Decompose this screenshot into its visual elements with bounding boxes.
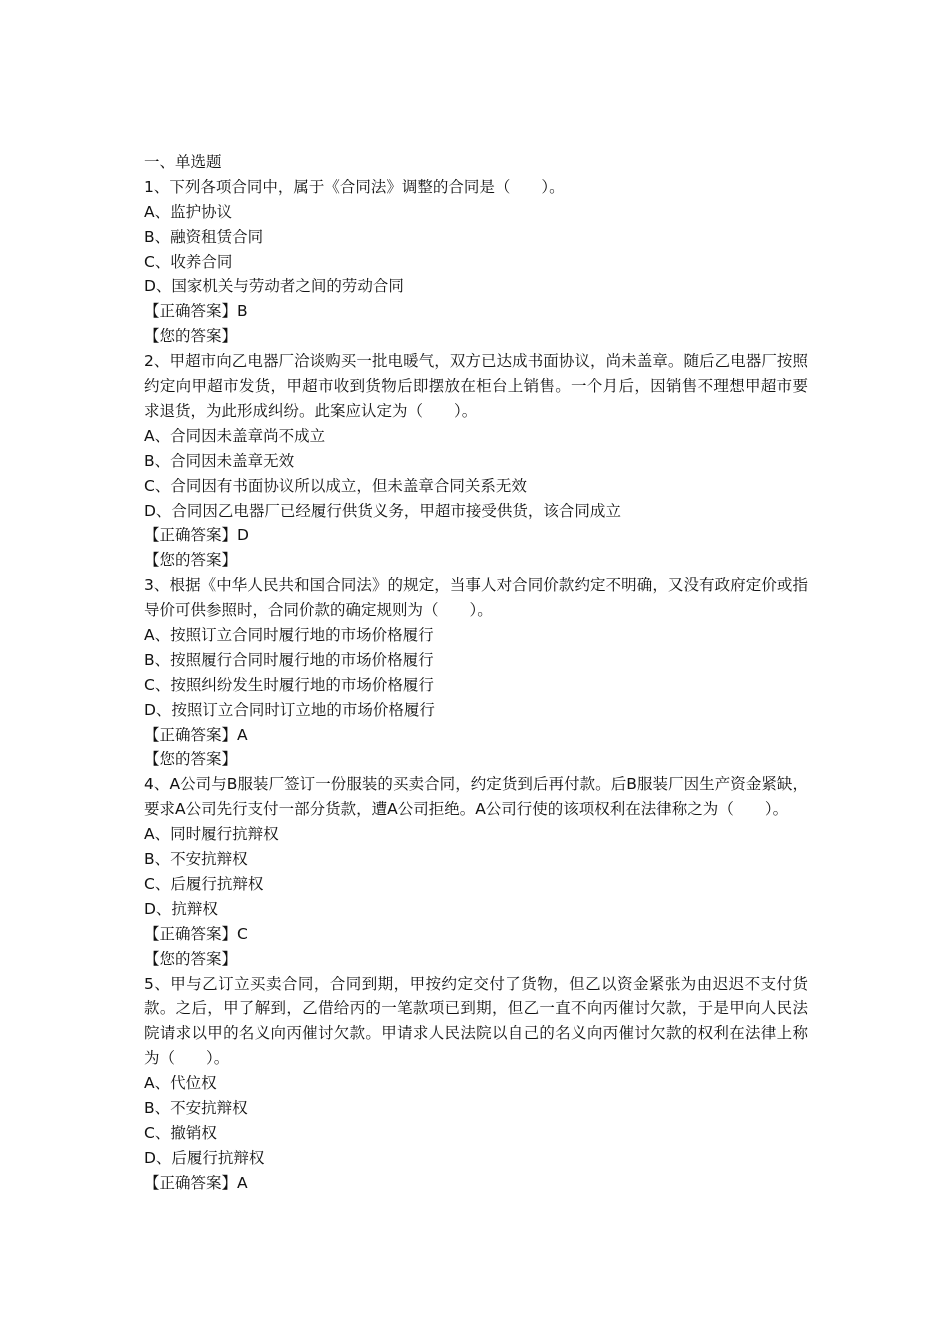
option-d: D、合同因乙电器厂已经履行供货义务，甲超市接受供货，该合同成立 [144,501,621,520]
question-4 [144,772,808,971]
option-a: A、监护协议 [144,202,233,221]
answer-block [144,922,808,972]
option-c: C、撤销权 [144,1123,217,1142]
option-c: C、按照纠纷发生时履行地的市场价格履行 [144,675,434,694]
section-title: 一、单选题 [144,153,222,171]
question-stem: 3、根据《中华人民共和国合同法》的规定，当事人对合同价款约定不明确，又没有政府定价或指导价可供参照时，合同价款的确定规则为（ ）。 [144,576,808,620]
question-stem: 5、甲与乙订立买卖合同，合同到期，甲按约定交付了货物，但乙以资金紧张为由迟迟不支付货款。之后，甲了解到，乙借给丙的一笔款项已到期，但乙一直不向丙催讨欠款，于是甲向人民法院请求以甲的名义向丙催讨欠款。甲请求人民法院以自己的名义向丙催讨欠款的权利在法律上称为（ ）。 [144,974,808,1068]
option-a: A、按照订立合同时履行地的市场价格履行 [144,626,434,645]
option-b: B、融资租赁合同 [144,227,264,246]
option-list [144,623,808,723]
question-2 [144,349,808,573]
correct-answer: 【正确答案】B [144,302,248,321]
option-a: A、同时履行抗辩权 [144,825,279,844]
answer-block [144,523,808,573]
option-b: B、合同因未盖章无效 [144,451,295,470]
correct-answer: 【正确答案】C [144,924,248,943]
your-answer: 【您的答案】 [144,327,238,346]
option-list [144,1071,808,1171]
your-answer: 【您的答案】 [144,750,238,769]
option-b: B、不安抗辩权 [144,1099,248,1118]
correct-answer: 【正确答案】D [144,526,249,545]
option-d: D、按照订立合同时订立地的市场价格履行 [144,700,435,719]
option-c: C、后履行抗辩权 [144,874,264,893]
option-list [144,200,808,300]
option-d: D、抗辩权 [144,899,218,918]
question-stem: 2、甲超市向乙电器厂洽谈购买一批电暖气，双方已达成书面协议，尚未盖章。随后乙电器厂按照约定向甲超市发货，甲超市收到货物后即摆放在柜台上销售。一个月后，因销售不理想甲超市要求退货，为此形成纠纷。此案应认定为（ ）。 [144,352,808,420]
option-a: A、合同因未盖章尚不成立 [144,426,326,445]
option-b: B、不安抗辩权 [144,850,248,869]
question-stem: 1、下列各项合同中，属于《合同法》调整的合同是（ ）。 [144,177,565,196]
option-list [144,424,808,524]
question-1 [144,175,808,349]
option-a: A、代位权 [144,1074,217,1093]
answer-block [144,299,808,349]
option-b: B、按照履行合同时履行地的市场价格履行 [144,650,434,669]
answer-block [144,723,808,773]
document-page [144,150,808,1196]
option-list [144,822,808,922]
option-c: C、合同因有书面协议所以成立，但未盖章合同关系无效 [144,476,527,495]
correct-answer: 【正确答案】A [144,725,248,744]
option-d: D、后履行抗辩权 [144,1148,265,1167]
option-c: C、收养合同 [144,252,233,271]
option-d: D、国家机关与劳动者之间的劳动合同 [144,277,404,296]
your-answer: 【您的答案】 [144,551,238,570]
question-stem: 4、A公司与B服装厂签订一份服装的买卖合同，约定货到后再付款。后B服装厂因生产资金紧缺，要求A公司先行支付一部分货款，遭A公司拒绝。A公司行使的该项权利在法律称之为（ ）。 [144,775,808,819]
question-5 [144,972,808,1196]
answer-block [144,1171,808,1196]
correct-answer: 【正确答案】A [144,1173,248,1192]
question-3 [144,573,808,772]
your-answer: 【您的答案】 [144,949,238,968]
